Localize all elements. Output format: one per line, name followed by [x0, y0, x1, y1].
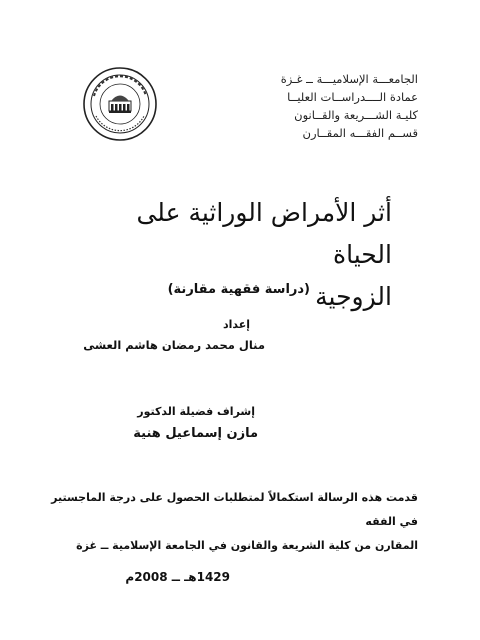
institution-header — [248, 70, 418, 142]
thesis-title-line-1: أثر الأمراض الوراثية على الحياة — [136, 198, 392, 269]
thesis-title — [72, 192, 392, 318]
submission-statement — [38, 486, 418, 558]
department-name: قســم الفقـــه المقــارن — [302, 126, 418, 140]
university-name: الجامعـــة الإسلاميـــة ــ غـزة — [280, 72, 418, 86]
university-seal-icon — [82, 66, 158, 142]
deanship-name: عمادة الــــدراســات العليــا — [287, 90, 418, 104]
prepared-by-label: إعداد — [222, 318, 250, 331]
author-name: منال محمد رمضان هاشم العشى — [83, 338, 265, 352]
thesis-subtitle: (دراسة فقهية مقارنة) — [167, 282, 310, 297]
submission-date: 1429هـ ــ 2008م — [125, 570, 230, 584]
faculty-name: كليـة الشـــريعة والقــانون — [294, 108, 418, 122]
submission-statement-line-2: المقارن من كلية الشريعة والقانون في الجامعة الإسلامية ــ غزة — [76, 539, 418, 552]
submission-statement-line-1: قدمت هذه الرسالة استكمالاً لمتطلبات الحصول على درجة الماجستير في الفقه — [51, 491, 418, 528]
supervisor-label: إشراف فضيلة الدكتور — [137, 405, 255, 418]
supervisor-name: مازن إسماعيل هنية — [133, 426, 258, 441]
thesis-title-line-2: الزوجية — [315, 282, 392, 311]
